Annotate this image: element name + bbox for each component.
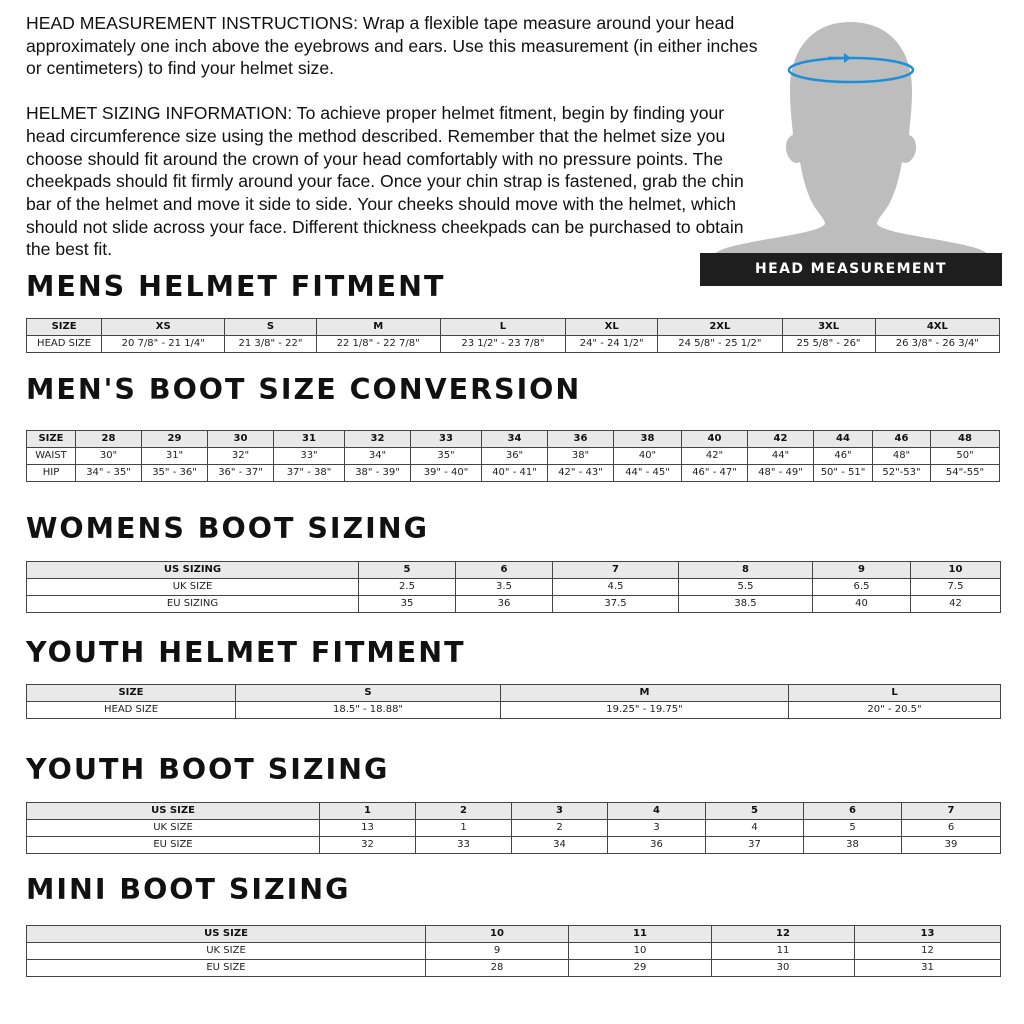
- table-cell: 9: [813, 562, 911, 579]
- table-cell: 35: [359, 596, 456, 613]
- youth-boot-sizing-title: YOUTH BOOT SIZING: [26, 753, 390, 786]
- table-cell: 7: [902, 803, 1001, 820]
- table-cell: 10: [911, 562, 1001, 579]
- row-label: SIZE: [27, 685, 236, 702]
- table-cell: 37" - 38": [274, 465, 345, 482]
- table-cell: L: [789, 685, 1001, 702]
- table-cell: 13: [855, 926, 1001, 943]
- table-cell: 24" - 24 1/2": [566, 336, 658, 353]
- womens-boot-sizing-title: WOMENS BOOT SIZING: [26, 512, 429, 545]
- table-cell: 44" - 45": [614, 465, 682, 482]
- table-row: [27, 579, 1001, 596]
- table-cell: 2: [512, 820, 608, 837]
- table-row: [27, 837, 1001, 854]
- table-header-row: [27, 319, 1000, 336]
- mens-helmet-fitment-title: MENS HELMET FITMENT: [26, 270, 446, 303]
- table-header-row: [27, 431, 1000, 448]
- table-cell: 25 5/8" - 26": [782, 336, 875, 353]
- table-cell: 18.5" - 18.88": [236, 702, 501, 719]
- table-cell: 6: [456, 562, 553, 579]
- row-label: HEAD SIZE: [27, 702, 236, 719]
- table-cell: 40": [614, 448, 682, 465]
- table-cell: 30: [712, 960, 855, 977]
- table-cell: 22 1/8" - 22 7/8": [316, 336, 440, 353]
- table-row: [27, 448, 1000, 465]
- table-cell: 3: [608, 820, 706, 837]
- table-cell: 42: [748, 431, 814, 448]
- row-label: SIZE: [27, 319, 102, 336]
- table-cell: 39: [902, 837, 1001, 854]
- table-cell: 4XL: [875, 319, 999, 336]
- table-cell: L: [440, 319, 565, 336]
- row-label: HEAD SIZE: [27, 336, 102, 353]
- table-cell: 36": [482, 448, 548, 465]
- table-cell: 1: [320, 803, 416, 820]
- table-row: [27, 702, 1001, 719]
- table-cell: 40: [813, 596, 911, 613]
- table-cell: 50" - 51": [814, 465, 873, 482]
- table-cell: 3.5: [456, 579, 553, 596]
- row-label: EU SIZING: [27, 596, 359, 613]
- table-cell: 11: [712, 943, 855, 960]
- table-row: [27, 820, 1001, 837]
- table-header-row: [27, 562, 1001, 579]
- table-cell: 32: [345, 431, 411, 448]
- table-cell: 38: [804, 837, 902, 854]
- helmet-sizing-information: HELMET SIZING INFORMATION: To achieve proper helmet fitment, begin by finding your head circumference size using the method described. Remember that the helmet size you choose should fit around the crown of your head comfortably with no pressure points. The cheekpads should fit firmly around your face. Once your chin strap is fastened, grab the chin bar of the helmet and move it side to side. Your cheeks should move with the helmet, which should not slide across your face. Different thickness cheekpads can be purchased to obtain the best fit.: [26, 103, 744, 260]
- youth-helmet-table: [26, 684, 1001, 719]
- table-row: [27, 960, 1001, 977]
- mens-boot-size-title: MEN'S BOOT SIZE CONVERSION: [26, 373, 582, 406]
- table-cell: 23 1/2" - 23 7/8": [440, 336, 565, 353]
- table-cell: 5: [706, 803, 804, 820]
- table-cell: M: [316, 319, 440, 336]
- table-cell: 33": [274, 448, 345, 465]
- table-cell: 6: [902, 820, 1001, 837]
- table-cell: 12: [855, 943, 1001, 960]
- table-cell: 32: [320, 837, 416, 854]
- mini-boot-sizing-title: MINI BOOT SIZING: [26, 873, 351, 906]
- youth-boot-table: [26, 802, 1001, 854]
- table-cell: 31: [855, 960, 1001, 977]
- head-measurement-figure: [700, 10, 1002, 286]
- table-cell: 34" - 35": [76, 465, 142, 482]
- table-cell: 48": [873, 448, 931, 465]
- table-cell: 5.5: [679, 579, 813, 596]
- table-cell: 31: [274, 431, 345, 448]
- table-cell: 54"-55": [931, 465, 1000, 482]
- table-cell: 40: [682, 431, 748, 448]
- table-cell: 20 7/8" - 21 1/4": [102, 336, 225, 353]
- table-cell: 19.25" - 19.75": [501, 702, 789, 719]
- row-label: UK SIZE: [27, 943, 426, 960]
- table-cell: 29: [142, 431, 208, 448]
- row-label: EU SIZE: [27, 960, 426, 977]
- row-label: SIZE: [27, 431, 76, 448]
- table-cell: 36" - 37": [208, 465, 274, 482]
- table-cell: 8: [679, 562, 813, 579]
- table-cell: 10: [426, 926, 569, 943]
- table-cell: S: [236, 685, 501, 702]
- table-cell: XL: [566, 319, 658, 336]
- row-label: HIP: [27, 465, 76, 482]
- table-cell: 3: [512, 803, 608, 820]
- row-label: US SIZING: [27, 562, 359, 579]
- table-cell: 38: [614, 431, 682, 448]
- table-cell: 2.5: [359, 579, 456, 596]
- table-cell: M: [501, 685, 789, 702]
- table-cell: 4: [608, 803, 706, 820]
- table-cell: 13: [320, 820, 416, 837]
- table-cell: 9: [426, 943, 569, 960]
- table-cell: 48" - 49": [748, 465, 814, 482]
- table-cell: 33: [416, 837, 512, 854]
- table-cell: 44: [814, 431, 873, 448]
- table-cell: 30: [208, 431, 274, 448]
- table-cell: 37.5: [553, 596, 679, 613]
- table-cell: 2: [416, 803, 512, 820]
- table-cell: 29: [569, 960, 712, 977]
- table-cell: 35": [411, 448, 482, 465]
- table-cell: 21 3/8" - 22": [225, 336, 316, 353]
- table-cell: 20" - 20.5": [789, 702, 1001, 719]
- table-cell: 30": [76, 448, 142, 465]
- table-cell: 48: [931, 431, 1000, 448]
- table-header-row: [27, 926, 1001, 943]
- table-cell: 36: [548, 431, 614, 448]
- row-label: US SIZE: [27, 926, 426, 943]
- table-cell: 46" - 47": [682, 465, 748, 482]
- intro-text: [26, 12, 766, 261]
- table-row: [27, 336, 1000, 353]
- table-cell: 46: [873, 431, 931, 448]
- table-cell: 33: [411, 431, 482, 448]
- table-cell: 39" - 40": [411, 465, 482, 482]
- head-silhouette-icon: [700, 10, 1002, 286]
- table-cell: 46": [814, 448, 873, 465]
- table-cell: 37: [706, 837, 804, 854]
- row-label: US SIZE: [27, 803, 320, 820]
- table-cell: 5: [359, 562, 456, 579]
- table-cell: 52"-53": [873, 465, 931, 482]
- table-cell: 26 3/8" - 26 3/4": [875, 336, 999, 353]
- table-header-row: [27, 803, 1001, 820]
- table-cell: 7: [553, 562, 679, 579]
- table-cell: 31": [142, 448, 208, 465]
- table-cell: XS: [102, 319, 225, 336]
- table-cell: 34: [482, 431, 548, 448]
- table-cell: S: [225, 319, 316, 336]
- head-measurement-instructions: HEAD MEASUREMENT INSTRUCTIONS: Wrap a flexible tape measure around your head approximately one inch above the eyebrows and ears. Use this measurement (in either inches or centimeters) to find your helmet size.: [26, 13, 758, 79]
- table-row: [27, 465, 1000, 482]
- table-cell: 28: [76, 431, 142, 448]
- table-cell: 11: [569, 926, 712, 943]
- table-cell: 42: [911, 596, 1001, 613]
- row-label: UK SIZE: [27, 579, 359, 596]
- table-cell: 3XL: [782, 319, 875, 336]
- table-cell: 40" - 41": [482, 465, 548, 482]
- table-cell: 38" - 39": [345, 465, 411, 482]
- table-cell: 1: [416, 820, 512, 837]
- table-cell: 4: [706, 820, 804, 837]
- table-cell: 2XL: [658, 319, 782, 336]
- table-cell: 28: [426, 960, 569, 977]
- table-cell: 6.5: [813, 579, 911, 596]
- table-row: [27, 596, 1001, 613]
- table-cell: 44": [748, 448, 814, 465]
- mini-boot-table: [26, 925, 1001, 977]
- row-label: UK SIZE: [27, 820, 320, 837]
- table-cell: 32": [208, 448, 274, 465]
- table-cell: 42": [682, 448, 748, 465]
- table-header-row: [27, 685, 1001, 702]
- table-cell: 38.5: [679, 596, 813, 613]
- table-cell: 10: [569, 943, 712, 960]
- table-cell: 4.5: [553, 579, 679, 596]
- table-cell: 12: [712, 926, 855, 943]
- table-cell: 35" - 36": [142, 465, 208, 482]
- table-cell: 36: [456, 596, 553, 613]
- table-cell: 6: [804, 803, 902, 820]
- table-cell: 36: [608, 837, 706, 854]
- table-cell: 7.5: [911, 579, 1001, 596]
- table-cell: 42" - 43": [548, 465, 614, 482]
- youth-helmet-fitment-title: YOUTH HELMET FITMENT: [26, 636, 466, 669]
- table-cell: 5: [804, 820, 902, 837]
- table-cell: 50": [931, 448, 1000, 465]
- mens-helmet-table: [26, 318, 1000, 353]
- table-cell: 38": [548, 448, 614, 465]
- head-measurement-caption: HEAD MEASUREMENT: [700, 253, 1002, 286]
- row-label: EU SIZE: [27, 837, 320, 854]
- table-cell: 34: [512, 837, 608, 854]
- table-cell: 24 5/8" - 25 1/2": [658, 336, 782, 353]
- table-cell: 34": [345, 448, 411, 465]
- row-label: WAIST: [27, 448, 76, 465]
- womens-boot-table: [26, 561, 1001, 613]
- table-row: [27, 943, 1001, 960]
- mens-boot-table: [26, 430, 1000, 482]
